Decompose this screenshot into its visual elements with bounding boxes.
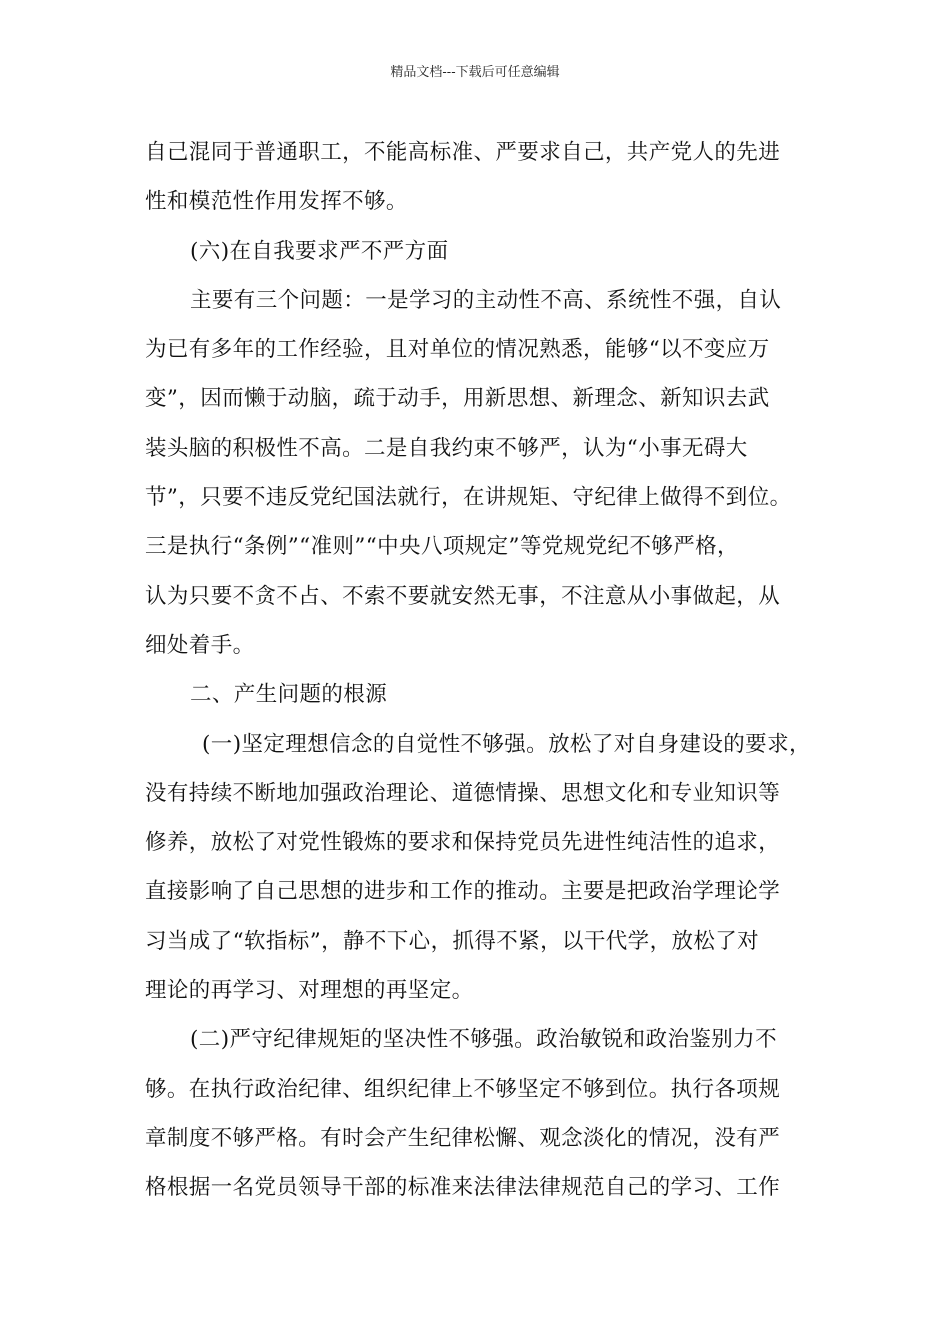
text-line: 主要有三个问题：一是学习的主动性不高、系统性不强，自认 (190, 287, 782, 313)
text-line: 直接影响了自己思想的进步和工作的推动。主要是把政治学理论学 (145, 879, 781, 905)
text-line: 为已有多年的工作经验，且对单位的情况熟悉，能够“以不变应万 (145, 337, 770, 363)
section-heading: (六)在自我要求严不严方面 (190, 238, 449, 264)
text-line: 章制度不够严格。有时会产生纪律松懈、观念淡化的情况，没有严 (145, 1125, 781, 1151)
text-line: 够。在执行政治纪律、组织纪律上不够坚定不够到位。执行各项规 (145, 1076, 781, 1102)
text-line: 装头脑的积极性不高。二是自我约束不够严，认为“小事无碍大 (145, 435, 748, 461)
text-line: 格根据一名党员领导干部的标准来法律法律规范自己的学习、工作 (145, 1175, 781, 1201)
page-header: 精品文档---下载后可任意编辑 (390, 65, 560, 80)
text-line: 三是执行“条例”“准则”“中央八项规定”等党规党纪不够严格， (145, 534, 739, 560)
text-line: 节”，只要不违反党纪国法就行，在讲规矩、守纪律上做得不到位。 (145, 485, 792, 511)
text-line: 自己混同于普通职工，不能高标准、严要求自己，共产党人的先进 (145, 140, 781, 165)
text-line: 理论的再学习、对理想的再坚定。 (145, 978, 474, 1004)
text-line: 没有持续不断地加强政治理论、道德情操、思想文化和专业知识等 (145, 780, 781, 806)
text-line: 变”，因而懒于动脑，疏于动手，用新思想、新理念、新知识去武 (145, 386, 770, 412)
section-heading: 二、产生问题的根源 (190, 682, 388, 708)
text-line: 细处着手。 (145, 632, 255, 658)
text-line: 修养，放松了对党性锻炼的要求和保持党员先进性纯洁性的追求， (145, 830, 781, 856)
text-line: (一)坚定理想信念的自觉性不够强。放松了对自身建设的要求， (202, 731, 811, 757)
text-line: (二)严守纪律规矩的坚决性不够强。政治敏锐和政治鉴别力不 (190, 1027, 777, 1053)
text-line: 认为只要不贪不占、不索不要就安然无事，不注意从小事做起，从 (145, 583, 781, 609)
text-line: 性和模范性作用发挥不够。 (145, 189, 408, 215)
body-text (145, 128, 820, 1213)
text-line: 习当成了“软指标”，静不下心，抓得不紧，以干代学，放松了对 (145, 928, 760, 954)
